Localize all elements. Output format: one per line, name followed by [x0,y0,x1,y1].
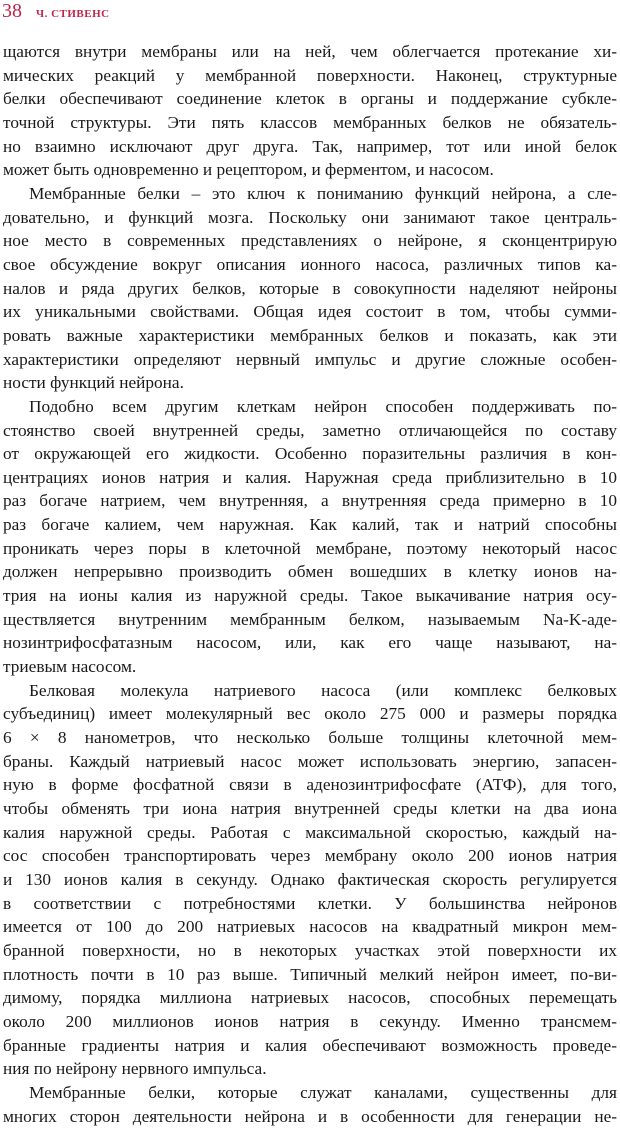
text-line: их уникальными свойствами. Общая идея состоит в том, чтобы сумми- [3,302,617,322]
text-line: центрациях ионов натрия и калия. Наружная среда приблизительно в 10 [3,467,617,487]
text-line: Мембранные белки, которые служат каналами, существенны для [29,1082,617,1102]
text-line: ществляется внутренним мембранным белком, называемым Na-K-аде- [3,609,617,629]
text-line: чтобы обменять три иона натрия внутренней среды клетки на два иона [3,799,617,818]
text-line: от окружающей его жидкости. Особенно поразительны различия в кон- [3,444,617,464]
text-line: характеристики определяют нервный импульс и другие сложные особен- [3,349,617,369]
paragraph [3,1081,617,1128]
text-line: раз богаче калием, чем наружная. Как калий, так и натрий способны [3,515,617,535]
text-line: субъединиц) имеет молекулярный вес около 275 000 и размеры порядка [3,704,617,724]
text-line: и 130 ионов калия в секунду. Однако фактическая скорость регулируется [3,869,617,889]
text-line: ности функций нейрона. [3,373,184,393]
text-line: довательно, и функций мозга. Поскольку они занимают такое централь- [3,207,617,227]
text-line: многих сторон деятельности нейрона и в особенности для генерации не- [3,1106,617,1126]
body-text [3,40,617,1128]
paragraph [3,679,617,1081]
text-line: но взаимно исключают друг друга. Так, например, тот или иной белок [3,136,617,156]
text-line: раз богаче натрием, чем внутренняя, а внутренняя среда примерно в 10 [3,491,617,511]
paragraph [3,182,617,395]
text-line: нозинтрифосфатазным насосом, или, как его чаще называют, на- [3,633,617,653]
text-line: щаются внутри мембраны или на ней, чем облегчается протекание хи- [3,42,617,61]
paragraph [3,40,617,182]
text-line: должен непрерывно производить обмен вошедших в клетку ионов на- [3,562,617,582]
text-line: белки обеспечивают соединение клеток в органы и поддержание субкле- [3,89,617,109]
text-line: Подобно всем другим клеткам нейрон способен поддерживать по- [29,396,617,416]
running-head: Ч. СТИВЕНС [36,8,110,20]
text-line: точной структуры. Эти пять классов мембранных белков не обязатель- [3,112,617,132]
text-line: проникать через поры в клеточной мембране, поэтому некоторый насос [3,538,617,558]
text-line: димому, порядка миллиона натриевых насосов, способных перемещать [3,988,617,1008]
text-line: ния по нейрону нервного импульса. [3,1059,267,1079]
text-line: плотность почти в 10 раз выше. Типичный мелкий нейрон имеет, по-ви- [3,964,617,984]
text-line: калия наружной среды. Работая с максимальной скоростью, каждый на- [3,822,617,842]
text-line: мических реакций у мембранной поверхности. Наконец, структурные [3,65,617,85]
text-line: Белковая молекула натриевого насоса (или комплекс белковых [29,680,617,700]
text-line: ровать важные характеристики мембранных белков и показать, как эти [3,325,617,345]
paragraph [3,395,617,679]
text-line: свое обсуждение вокруг описания ионного насоса, различных типов ка- [3,254,617,274]
text-line: триевым насосом. [3,657,137,677]
text-line: сос способен транспортировать через мембрану около 200 ионов натрия [3,846,617,866]
text-line: имеется от 100 до 200 натриевых насосов на квадратный микрон мем- [3,917,617,937]
page-header [2,0,110,26]
text-line: стоянство своей внутренней среды, заметно отличающейся по составу [3,420,617,440]
text-line: бранные градиенты натрия и калия обеспечивают возможность проведе- [3,1035,617,1055]
text-line: может быть одновременно и рецептором, и ферментом, и насосом. [3,160,494,180]
text-line: 6 × 8 нанометров, что несколько больше толщины клеточной мем- [3,728,617,748]
text-line: в соответствии с потребностями клетки. У большинства нейронов [3,893,617,913]
text-line: ное место в современных представлениях о нейроне, я сконцентрирую [3,231,617,251]
text-line: трия на ионы калия из наружной среды. Такое выкачивание натрия осу- [3,586,617,606]
text-line: Мембранные белки – это ключ к пониманию функций нейрона, а сле- [29,183,617,203]
text-line: налов и ряда других белков, которые в совокупности наделяют нейроны [3,278,617,298]
page-number: 38 [2,0,22,22]
text-line: ную в форме фосфатной связи в аденозинтрифосфате (АТФ), для того, [3,775,617,795]
text-line: бранной поверхности, но в некоторых участках этой поверхности их [3,940,617,960]
text-line: браны. Каждый натриевый насос может использовать энергию, запасен- [3,751,617,771]
text-line: около 200 миллионов ионов натрия в секунду. Именно трансмем- [3,1011,617,1031]
